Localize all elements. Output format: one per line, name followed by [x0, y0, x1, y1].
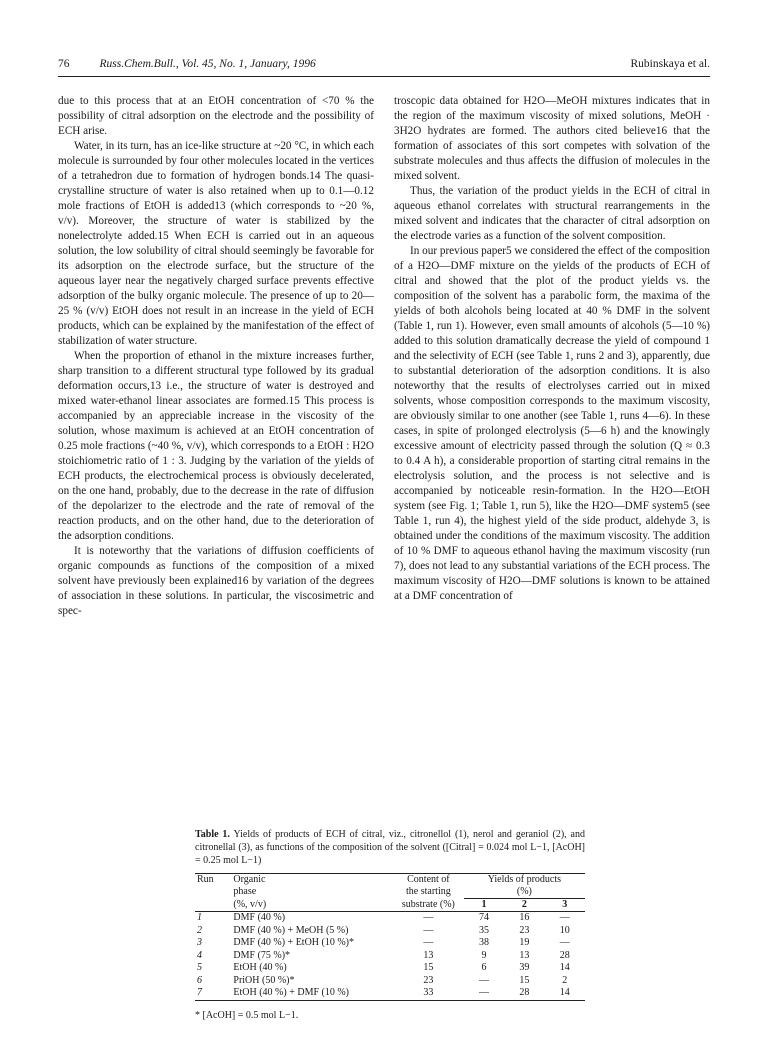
run-cell: 6	[197, 974, 202, 986]
col-yields-header-1: Yields of products	[487, 874, 562, 885]
col-content-header-1: Content of	[407, 874, 450, 885]
phase-cell: DMF (75 %)*	[233, 949, 291, 961]
right-paragraph-3: In our previous paper5 we considered the effect of the composition of a H2O—DMF mixture on the yields of the products of ECH of citral and showed that the plot of the product yields vs. the composition of the solvent has a parabolic form, the maxima of the yields of both alcohols being located at 40 % DMF in the solvent (Table 1, run 1). However, even small amounts of alcohols (5—10 %) added to this solution dramatically decrease the yield of compound 1 and the selectivity of ECH (see Table 1, runs 2 and 3), apparently, due to substantial deterioration of the adsorption conditions. It is also noteworthy that the results of electrolyses carried out in mixed solvents, whose composition corresponds to the maximum viscosity, are obviously similar to one another (see Table 1, runs 4—6). In these cases, in spite of prolonged electrolysis (5—6 h) and the knowingly excessive amount of electricity passed through the solution (Q ≈ 0.3 to 0.4 A h), a considerable proportion of starting citral remains in the electrolysis solution, and the process is not selective and is accompanied by noticeable resin-formation. In the H2O—EtOH system (see Fig. 1; Table 1, run 5), like the H2O—DMF system5 (see Table 1, run 4), the highest yield of the side product, aldehyde 3, is obtained under the conditions of the maximum viscosity. The addition of 10 % DMF to aqueous ethanol having the maximum viscosity (run 7), does not lead to any substantial variations of the ECH process. The maximum viscosity of H2O—DMF solutions is known to be attained at a DMF concentration of	[394, 245, 710, 602]
table-row	[195, 912, 585, 925]
col-yield-1-header: 1	[464, 899, 504, 912]
run-cell: 3	[197, 937, 202, 948]
phase-cell: DMF (40 %)	[233, 912, 286, 923]
phase-cell: EtOH (40 %)	[233, 962, 287, 973]
running-header	[58, 58, 710, 70]
yield-2-cell: 28	[519, 987, 530, 998]
table-row	[195, 925, 585, 938]
col-content-header-2: the starting	[406, 886, 451, 897]
page-number: 76	[58, 58, 70, 70]
yield-2-cell: 19	[519, 937, 530, 948]
yield-3-cell: 10	[559, 924, 570, 936]
left-paragraph-3: When the proportion of ethanol in the mixture increases further, sharp transition to a different structural type followed by its gradual deformation occurs,13 i.e., the structure of water is destroyed and mixed water-ethanol linear associates are formed.15 This process is accompanied by an appreciable increase in the viscosity of the solution, whose maximum is achieved at an EtOH concentration of 0.25 mole fractions (~40 %, v/v), which corresponds to a EtOH : H2O stoichiometric ratio of 1 : 3. Judging by the variation of the yields of ECH products, the electrochemical process is obviously decelerated, on the one hand, probably, due to the decrease in the rate of diffusion of the depolarizer to the electrode and the rate of removal of the reaction products, and on the other hand, due to the deterioration of the adsorption conditions.	[58, 350, 374, 542]
run-cell: 1	[197, 912, 202, 923]
run-cell: 7	[197, 987, 202, 998]
yield-1-cell: 74	[478, 912, 489, 923]
left-column	[58, 94, 374, 619]
table-row	[195, 937, 585, 950]
right-column	[394, 94, 710, 604]
table-caption	[195, 828, 585, 867]
table-row	[195, 975, 585, 988]
yield-1-cell: —	[478, 987, 489, 998]
phase-cell: PriOH (50 %)*	[233, 974, 295, 986]
substrate-cell: —	[423, 924, 434, 936]
substrate-cell: 33	[423, 987, 434, 998]
substrate-cell: —	[423, 912, 434, 923]
yield-1-cell: 38	[478, 937, 489, 948]
col-yields-header-2: (%)	[516, 886, 532, 897]
col-organic-header-2: phase	[233, 886, 257, 897]
yield-2-cell: 13	[519, 949, 530, 961]
yield-1-cell: —	[478, 974, 489, 986]
yield-2-cell: 16	[519, 912, 530, 923]
left-paragraph-2: Water, in its turn, has an ice-like structure at ~20 °C, in which each molecule is surrounded by four other molecules located in the vertices of a tetrahedron due to formation of hydrogen bonds.14 The quasi-crystalline structure of water is also retained when up to 0.1—0.12 mole fractions of EtOH is added13 (which corresponds to ~20 %, v/v). Moreover, the structure of water is stabilized by the nonelectrolyte added.15 When ECH is carried out in an aqueous solution, the low solubility of citral should seemingly be favorable for its adsorption on the electrode surface, but the structure of the aqueous layer near the negatively charged surface prevents effective adsorption of the bulky organic molecule. The presence of up to 20—25 % (v/v) EtOH does not result in an increase in the yield of ECH products, which can be explained by the manifestation of the effect of stabilization of water structure.	[58, 140, 374, 347]
col-organic-header-3: (%, v/v)	[233, 898, 267, 910]
col-content-header-3: substrate (%)	[401, 898, 455, 910]
yield-3-cell: 14	[559, 962, 570, 973]
table-row	[195, 950, 585, 963]
yield-3-cell: 14	[559, 987, 570, 998]
yield-1-cell: 9	[481, 949, 487, 961]
yield-3-cell: —	[559, 912, 570, 923]
table-1	[195, 828, 585, 1022]
substrate-cell: 15	[423, 962, 434, 973]
col-run-header: Run	[197, 874, 214, 885]
right-paragraph-2: Thus, the variation of the product yields in the ECH of citral in aqueous ethanol correlates with structural rearrangements in the mixed solvent and indicates that the character of citral adsorption on the electrode varies as a function of the solvent composition.	[394, 185, 710, 242]
phase-cell: DMF (40 %) + EtOH (10 %)*	[233, 937, 355, 948]
left-paragraph-1: due to this process that at an EtOH concentration of <70 % the possibility of citral adsorption on the electrode and the possibility of ECH arise.	[58, 95, 374, 137]
yield-2-cell: 39	[519, 962, 530, 973]
table-caption-text: Yields of products of ECH of citral, viz., citronellol (1), nerol and geraniol (2), and citronellal (3), as functions of the composition of the solvent ([Citral] = 0.024 mol L−1, [AcOH] = 0.25 mol L−1)	[195, 829, 585, 866]
yield-1-cell: 6	[481, 962, 487, 973]
yields-table	[195, 873, 585, 1003]
left-paragraph-4: It is noteworthy that the variations of diffusion coefficients of organic compounds as functions of the composition of a mixed solvent have previously been explained16 by variation of the degrees of association in these solutions. In particular, the viscosimetric and spec-	[58, 545, 374, 617]
table-label: Table 1.	[195, 829, 230, 840]
col-yield-3-header: 3	[545, 899, 585, 912]
table-footnote: * [AcOH] = 0.5 mol L−1.	[195, 1009, 299, 1021]
table-row	[195, 987, 585, 1000]
phase-cell: DMF (40 %) + MeOH (5 %)	[233, 924, 349, 936]
substrate-cell: 13	[423, 949, 434, 961]
run-cell: 5	[197, 962, 202, 973]
author-running-head: Rubinskaya et al.	[630, 58, 710, 70]
yield-3-cell: —	[559, 937, 570, 948]
col-yield-2-header: 2	[504, 899, 544, 912]
yield-1-cell: 35	[478, 924, 489, 936]
run-cell: 4	[197, 949, 202, 961]
run-cell: 2	[197, 924, 202, 936]
journal-citation: Russ.Chem.Bull., Vol. 45, No. 1, January, 1996	[99, 58, 316, 70]
yield-3-cell: 28	[559, 949, 570, 961]
substrate-cell: 23	[423, 974, 434, 986]
yield-2-cell: 15	[519, 974, 530, 986]
col-organic-header-1: Organic	[233, 874, 266, 885]
phase-cell: EtOH (40 %) + DMF (10 %)	[233, 987, 350, 998]
right-paragraph-1: troscopic data obtained for H2O—MeOH mixtures indicates that in the region of the maximum viscosity of mixed solutions, MeOH · 3H2O hydrates are formed. The authors cited believe16 that the formation of associates of this sort competes with solvation of the substrate molecules and thus affects the diffusion of molecules in the mixed solvent.	[394, 95, 710, 182]
table-row	[195, 962, 585, 975]
substrate-cell: —	[423, 937, 434, 948]
yield-3-cell: 2	[562, 974, 568, 986]
yield-2-cell: 23	[519, 924, 530, 936]
header-rule	[58, 76, 710, 77]
